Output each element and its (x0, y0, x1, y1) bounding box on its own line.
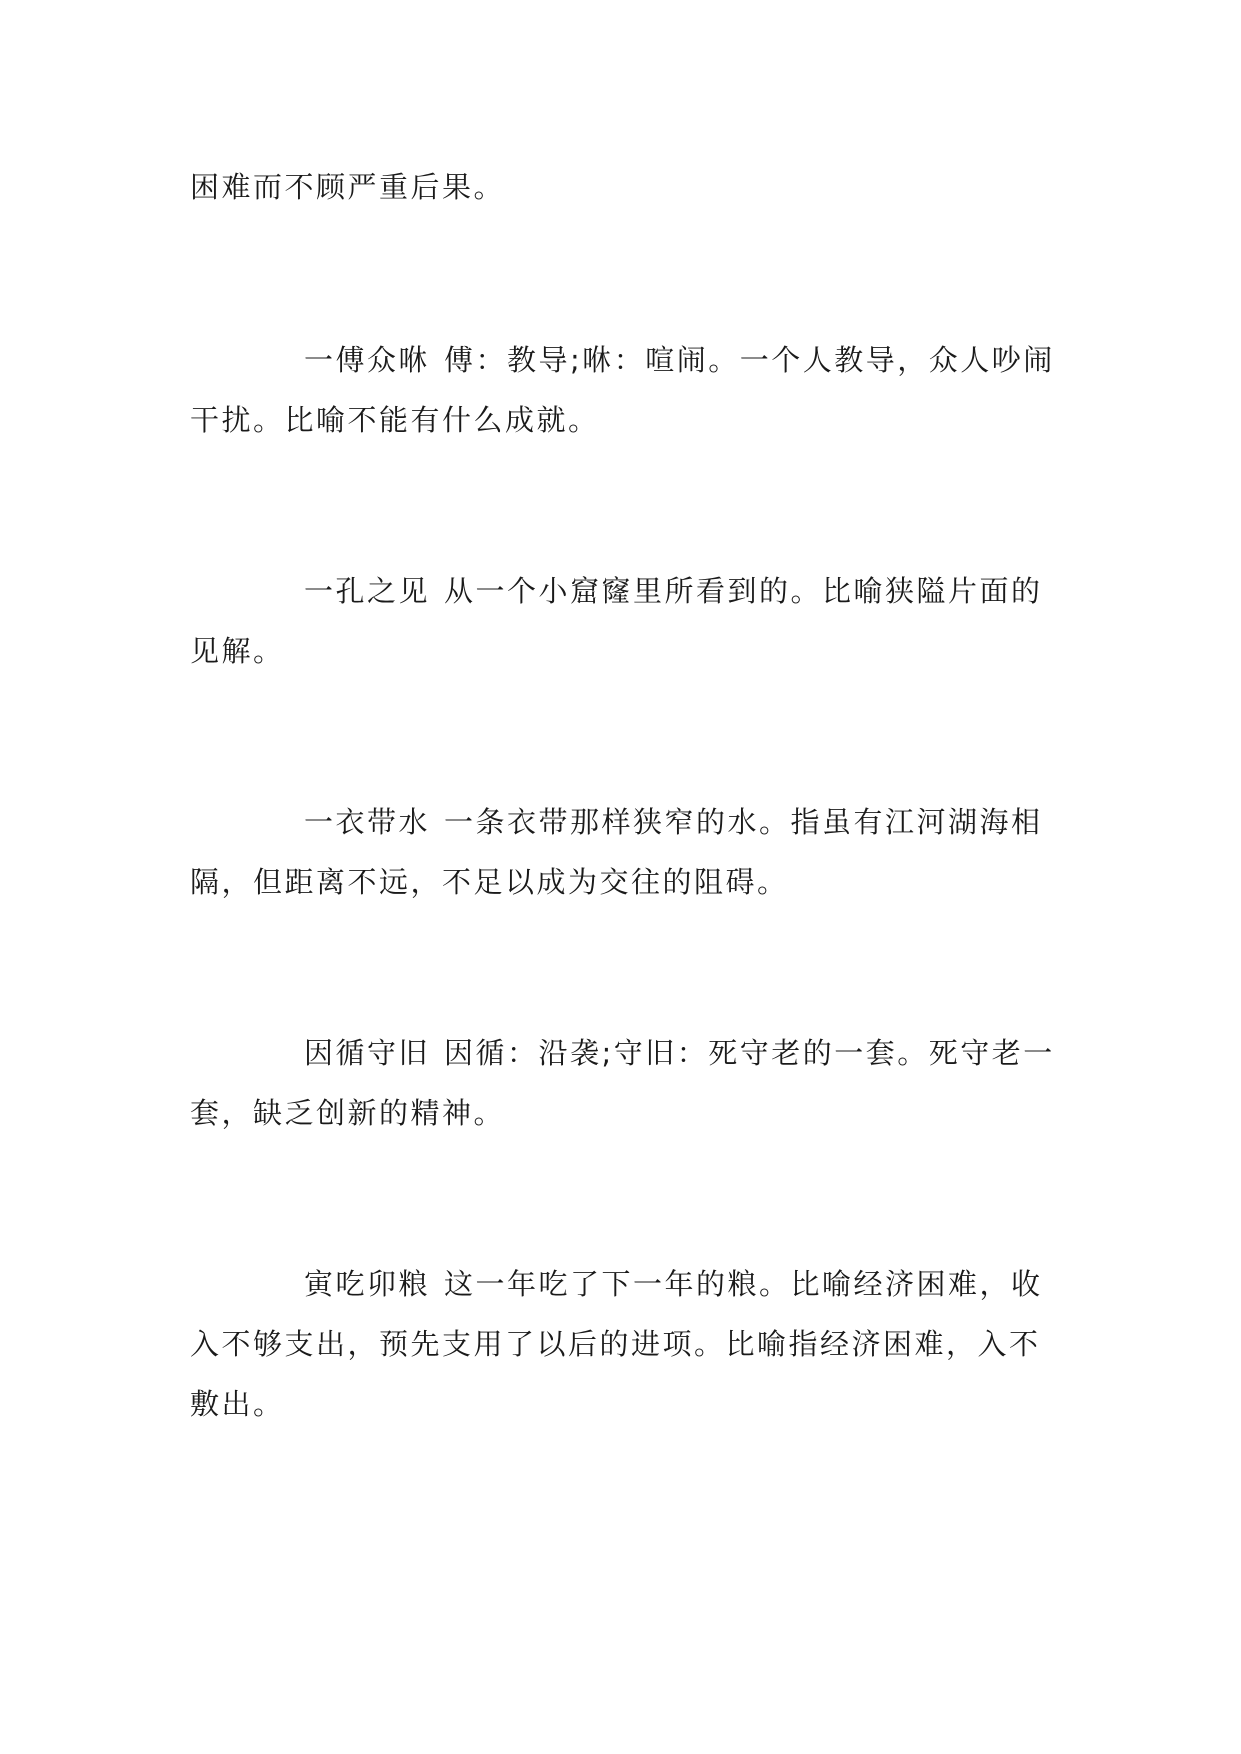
idiom-definition: 一条衣带那样狭窄的水。指虽有江河湖海相隔，但距离不远，不足以成为交往的阻碍。 (190, 805, 1043, 899)
idiom-definition: 傅：教导;咻：喧闹。一个人教导，众人吵闹干扰。比喻不能有什么成就。 (190, 343, 1055, 437)
idiom-definition: 从一个小窟窿里所看到的。比喻狭隘片面的见解。 (190, 574, 1043, 668)
idiom-entry (190, 792, 1060, 912)
paragraph-continuation (190, 157, 1060, 217)
idiom-entry (190, 330, 1060, 450)
idiom-term: 因循守旧 (304, 1036, 431, 1070)
idiom-term: 一孔之见 (304, 574, 431, 608)
paragraph-text: 困难而不顾严重后果。 (190, 170, 506, 204)
idiom-entry (190, 1023, 1060, 1143)
idiom-term: 寅吃卯粮 (304, 1267, 431, 1301)
idiom-entry (190, 561, 1060, 681)
idiom-entry (190, 1254, 1060, 1434)
idiom-term: 一衣带水 (304, 805, 431, 839)
idiom-term: 一傅众咻 (304, 343, 431, 377)
idiom-definition: 因循：沿袭;守旧：死守老的一套。死守老一套，缺乏创新的精神。 (190, 1036, 1055, 1130)
idiom-definition: 这一年吃了下一年的粮。比喻经济困难，收入不够支出，预先支用了以后的进项。比喻指经济困难，入不敷出。 (190, 1267, 1043, 1421)
